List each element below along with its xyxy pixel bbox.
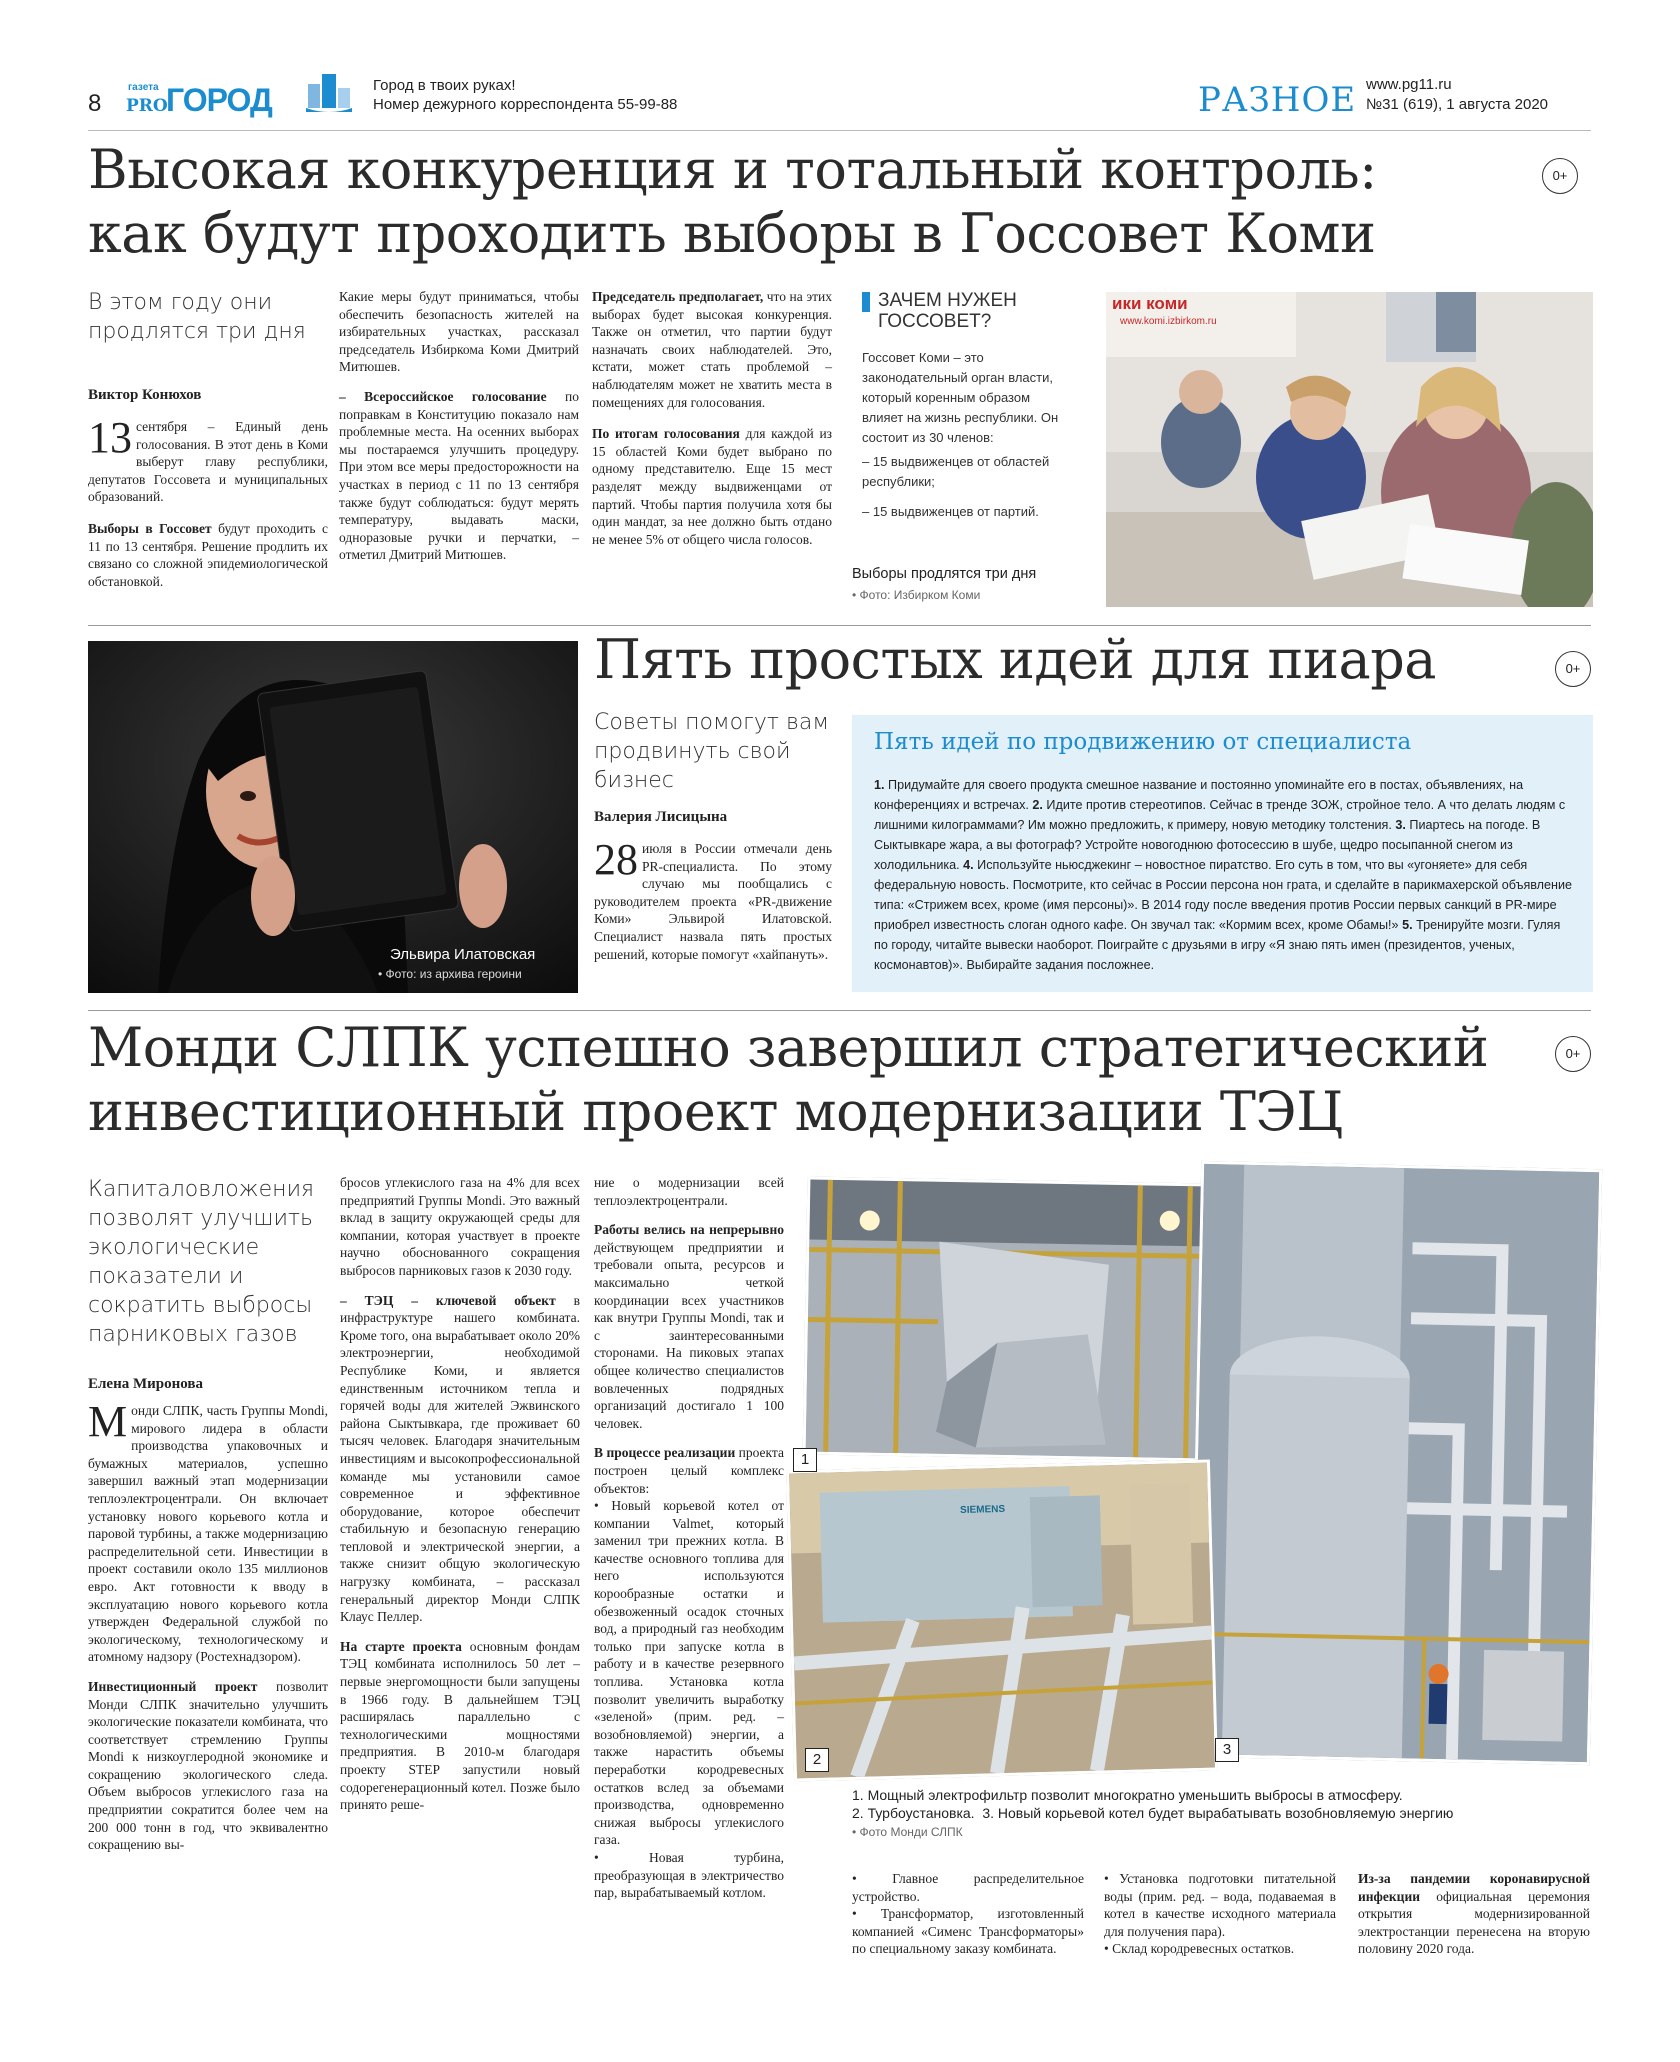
sidebar-title: ЗАЧЕМ НУЖЕН ГОССОВЕТ? bbox=[878, 290, 1017, 332]
article1-col1-p1: сентября – Единый день голосования. В этот день в Коми выберут главу республики, депутатов Госсовета и муниципальных образований. bbox=[88, 419, 328, 505]
article3-dropcap: М bbox=[88, 1397, 128, 1446]
article3-bottom-col1 bbox=[852, 1870, 1084, 1958]
article1-col2 bbox=[339, 288, 579, 564]
article3-pandemic-text: официальная церемония открытия модернизированной электростанции перенесена на вторую половину 2020 года. bbox=[1358, 1888, 1590, 1957]
article1-age-rating: 0+ bbox=[1542, 158, 1578, 194]
article1-col1-p2: будут проходить с 11 по 13 сентября. Решение продлить их связано со сложной эпидемиологической обстановкой. bbox=[88, 520, 328, 589]
header-slogan: Город в твоих руках! bbox=[373, 77, 516, 94]
idea-item: 1. Придумайте для своего продукта смешное название и постоянно упоминайте его в постах, объявлениях, на конференциях и встречах. bbox=[874, 778, 1524, 812]
page-number: 8 bbox=[88, 90, 102, 117]
tec-photo-2 bbox=[786, 1460, 1218, 1782]
photo-tag-2: 2 bbox=[805, 1748, 829, 1772]
article2-dropcap: 28 bbox=[594, 835, 638, 884]
article2-lead: Советы помогут вам продвинуть свой бизнес bbox=[594, 710, 829, 793]
tec-photo-credit: • Фото Монди СЛПК bbox=[852, 1825, 963, 1839]
photo-sign-url: www.komi.izbirkom.ru bbox=[1120, 316, 1217, 327]
article3-col2-p3-bold: На старте проекта bbox=[340, 1638, 462, 1654]
article3-col1-p1: онди СЛПК, часть Группы Mondi, мирового лидера в области производства упаковочных и бумажных материалов, успешно завершил важный этап модернизации теплоэлектроцентрали. Он включает установку нового корьевого котла и паровой турбины, а также модернизацию распределительной сети. Инвестиции в проект составили около 135 миллионов евро. Акт готовности к вводу в эксплуатацию нового корьевого котла утвержден Федеральной службой по экологическому, технологическому и атомному надзору (Ростехнадзором). bbox=[88, 1403, 328, 1665]
article3-col1-p2: позволит Монди СЛПК значительно улучшить экологические показатели комбината, что соответствует стремлению Группы Mondi к низкоуглеродной экономике и сокращению экологического следа. Объем выбросов углекислого газа на предприятии сократится более чем на 200 000 тонн в год, что эквивалентно сокращению вы- bbox=[88, 1678, 328, 1853]
article1-col3 bbox=[592, 288, 832, 548]
section-title: РАЗНОЕ bbox=[1198, 80, 1357, 120]
article3-bottom-col3 bbox=[1358, 1870, 1590, 1958]
article1-col3-p2-bold: По итогам голосования bbox=[592, 426, 740, 442]
article3-col2-p2-bold: – ТЭЦ – ключевой объект bbox=[340, 1292, 556, 1308]
article3-pandemic-bold: Из-за пандемии коронавирусной инфекции bbox=[1358, 1871, 1590, 1904]
article2-body-text: июля в России отмечали день PR-специалиста. По этому случаю мы пообщались с руководителем проекта «PR-движение Коми» Эльвирой Илатовской. Специалист назвала пять простых решений, которые помогут «хайпануть». bbox=[594, 841, 832, 962]
project-item-switchgear: • Главное распределительное устройство. bbox=[852, 1870, 1084, 1905]
article1-author: Виктор Конюхов bbox=[88, 387, 202, 403]
project-item-water: • Установка подготовки питательной воды (прим. ред. – вода, подаваемая в котел в качестве исходного материала для получения пара). bbox=[1104, 1870, 1336, 1940]
divider-2 bbox=[88, 1010, 1591, 1011]
article3-bottom-col2 bbox=[1104, 1870, 1336, 1958]
divider-1 bbox=[88, 625, 1591, 626]
tec-photo-3 bbox=[1189, 1161, 1602, 1765]
article2-age-rating: 0+ bbox=[1555, 651, 1591, 687]
header-phone: Номер дежурного корреспондента 55-99-88 bbox=[373, 96, 678, 113]
idea-item: 2. Идите против стереотипов. Сейчас в тренде ЗОЖ, стройное тело. А что делать людям с лишними килограммами? Им можно предложить, к примеру, новую методику толстения. bbox=[874, 798, 1566, 832]
article3-col2 bbox=[340, 1174, 580, 1814]
photo-tag-1: 1 bbox=[793, 1448, 817, 1472]
project-item-turbine: • Новая турбина, преобразующая в электричество пар, вырабатываемый котлом. bbox=[594, 1849, 784, 1902]
idea-item: 5. Тренируйте мозги. Гуляя по городу, читайте вывески наоборот. Поиграйте с друзьями в игру «Я знаю пять имен (президентов, ученых, космонавтов)». Выбирайте задания посложнее. bbox=[874, 918, 1561, 972]
tec-photo-1 bbox=[803, 1176, 1216, 1461]
sidebar-item-regions: – 15 выдвиженцев от областей республики; bbox=[862, 454, 1050, 489]
idea-item: 4. Используйте ньюсджекинг – новостное пиратство. Его суть в том, что вы «угоняете» для себя федеральную новость. Посмотрите, кто сейчас в России персона нон грата, и сделайте в парикмахерской объявление типа: «Стрижем всех, кроме (имя персоны)». В 2014 году после введения против России первых санкций в PR-мире приобрел известность слоган одного кафе. Он звучал так: «Кормим всех, кроме Обамы!» bbox=[874, 858, 1573, 932]
article2-title: Пять простых идей для пиара bbox=[594, 628, 1436, 691]
article1-col2-p1: Какие меры будут приниматься, чтобы обеспечить безопасность жителей на избирательных участках, рассказал председатель Избиркома Коми Дмитрий Митюшев. bbox=[339, 289, 579, 375]
photo-sign-text: ики коми bbox=[1112, 294, 1188, 313]
article1-dropcap: 13 bbox=[88, 413, 132, 462]
elvira-photo bbox=[88, 641, 578, 993]
project-item-boiler: • Новый корьевой котел от компании Valmet, который заменил три прежних котла. В качестве основного топлива для него используются корообразные остатки и обезвоженный осадок сточных вод, а природный газ необходим только при запуске котла в работу и в качестве резервного топлива. Установка котла позволит увеличить выработку «зеленой» (прим. ред. – возобновляемой) энергии, а также нарастить объемы переработки кородревесных остатков вслед за объемами производства, одновременно снижая выбросы углекислого газа. bbox=[594, 1497, 784, 1849]
turbine-brand-label: SIEMENS bbox=[959, 1503, 1006, 1517]
article3-col3-p3: проекта построен целый комплекс объектов: bbox=[594, 1445, 784, 1496]
article1-photo-caption: Выборы продлятся три дня bbox=[852, 566, 1037, 582]
project-item-warehouse: • Склад кородревесных остатков. bbox=[1104, 1940, 1336, 1958]
article1-col1-p2-bold: Выборы в Госсовет bbox=[88, 520, 212, 536]
logo-pro: PRO bbox=[126, 96, 168, 116]
logo-main: ГОРОД bbox=[166, 82, 272, 118]
article3-col3-p2: действующем предприятии и требовали опыта, ресурсов и максимально четкой координации всех участников как внутри Группы Mondi, так и с заинтересованными сторонами. На пиковых этапах общее количество специалистов вовлеченных подрядных организаций достигало 1 100 человек. bbox=[594, 1239, 784, 1431]
article3-age-rating: 0+ bbox=[1555, 1036, 1591, 1072]
article3-col1 bbox=[88, 1397, 328, 1854]
masthead-logo[interactable] bbox=[124, 76, 294, 122]
tec-photo-caption-2: 2. Турбоустановка. 3. Новый корьевой котел будет вырабатывать возобновляемую энергию bbox=[852, 1805, 1454, 1821]
article1-sidebar bbox=[862, 290, 1067, 522]
elvira-photo-credit: • Фото: из архива героини bbox=[378, 967, 522, 981]
article2-body bbox=[594, 835, 832, 963]
ideas-box-title: Пять идей по продвижению от специалиста bbox=[874, 729, 1412, 755]
article1-col3-p1: что на этих выборах будет высокая конкуренция. Также он отметил, что партии будут назначать своих наблюдателей. Это, кстати, может стать проблемой – наблюдателям может не хватить места в помещениях для голосования. bbox=[592, 289, 832, 410]
article1-title: Высокая конкуренция и тотальный контроль: как будут проходить выборы в Госсовет Коми bbox=[88, 138, 1377, 265]
article1-col3-p1-bold: Председатель предполагает, bbox=[592, 289, 764, 304]
article3-col3-p1: ние о модернизации всей теплоэлектроцентрали. bbox=[594, 1175, 784, 1208]
tec-photo-caption-1: 1. Мощный электрофильтр позволит многократно уменьшить выбросы в атмосферу. bbox=[852, 1787, 1403, 1803]
article1-col3-p2: для каждой из 15 областей Коми будет выбрано по одному представителю. Еще 15 мест разделят между выдвиженцами от партий. Чтобы партия получила хотя бы один мандат, за нее должно быть отдано не менее 5% от общего числа голосов. bbox=[592, 426, 832, 547]
article3-col2-p3: основным фондам ТЭЦ комбината исполнилось 50 лет – первые энергомощности были запущены в 1966 году. В дальнейшем ТЭЦ расширялась параллельно с технологическими мощностями предприятия. В 2010-м благодаря проекту STEP запустили новый содорегенерационный котел. Позже было принято реше- bbox=[340, 1638, 580, 1813]
project-item-transformer: • Трансформатор, изготовленный компанией «Сименс Трансформаторы» по специальному заказу комбината. bbox=[852, 1905, 1084, 1958]
city-logo-icon bbox=[304, 70, 354, 114]
article3-author: Елена Миронова bbox=[88, 1376, 203, 1392]
idea-item: 3. Пиартесь на погоде. В Сыктывкаре жара, а вы фотограф? Устройте новогоднюю фотосессию в шубе, щедро посыпанной снегом из холодильника. bbox=[874, 818, 1541, 872]
election-photo bbox=[1106, 292, 1593, 607]
article1-col2-p2: по поправкам в Конституцию показало нам проблемные места. На осенних выборах мы постараемся улучшить процедуру. При этом все меры предосторожности на участках в период с 11 по 13 сентября также будут соблюдаться: будут мерять температуру, выдавать маски, одноразовые ручки и перчатки, – отметил Дмитрий Митюшев. bbox=[339, 388, 579, 563]
article1-col2-p2-bold: – Всероссийское голосование bbox=[339, 388, 547, 404]
issue-info: №31 (619), 1 августа 2020 bbox=[1366, 96, 1548, 113]
article1-col1 bbox=[88, 413, 328, 590]
article2-author: Валерия Лисицына bbox=[594, 809, 728, 825]
article3-col3-p3-bold: В процессе реализации bbox=[594, 1445, 736, 1461]
article3-col2-p1: бросов углекислого газа на 4% для всех предприятий Группы Mondi. Это важный вклад в защиту окружающей среды для компании, которая участвует в проекте научно обоснованного сокращения выбросов парниковых газов к 2030 году. bbox=[340, 1175, 580, 1278]
article3-col3-p2-bold: Работы велись на непрерывно bbox=[594, 1222, 784, 1238]
elvira-photo-name: Эльвира Илатовская bbox=[390, 946, 536, 963]
ideas-box bbox=[852, 715, 1593, 992]
article1-photo-credit: • Фото: Избирком Коми bbox=[852, 588, 981, 602]
logo-small: газета bbox=[128, 82, 159, 93]
website[interactable]: www.pg11.ru bbox=[1366, 76, 1452, 93]
article3-col3 bbox=[594, 1174, 784, 1902]
article3-title: Монди СЛПК успешно завершил стратегический инвестиционный проект модернизации ТЭЦ bbox=[88, 1016, 1489, 1143]
article3-lead: Капиталовложения позволят улучшить экологические показатели и сократить выбросы парниковых газов bbox=[88, 1177, 315, 1347]
sidebar-text: Госсовет Коми – это законодательный орган власти, который коренным образом влияет на жизнь республики. Он состоит из 30 членов: bbox=[862, 350, 1059, 445]
photo-tag-3: 3 bbox=[1215, 1738, 1239, 1762]
sidebar-item-parties: – 15 выдвиженцев от партий. bbox=[862, 504, 1039, 519]
article1-lead: В этом году они продлятся три дня bbox=[88, 290, 306, 344]
article3-col2-p2: в инфраструктуре нашего комбината. Кроме того, она вырабатывает около 20% электроэнергии, необходимой Республике Коми, и является единственным источником тепла и горячей воды для жителей Эжвинского района Сыктывкара, где проживает 60 тысяч человек. Благодаря значительным инвестициям и высокопрофессиональной команде мы установили самое современное и эффективное оборудование, которое обеспечит стабильную и безопасную генерацию тепловой и электрической энергии, а также снизит общую экологическую нагрузку комбината, – рассказал генеральный директор Монди СЛПК Клаус Пеллер. bbox=[340, 1292, 580, 1625]
article3-col1-p2-bold: Инвестиционный проект bbox=[88, 1678, 258, 1694]
ideas-list bbox=[874, 775, 1574, 975]
header-divider bbox=[88, 130, 1591, 131]
